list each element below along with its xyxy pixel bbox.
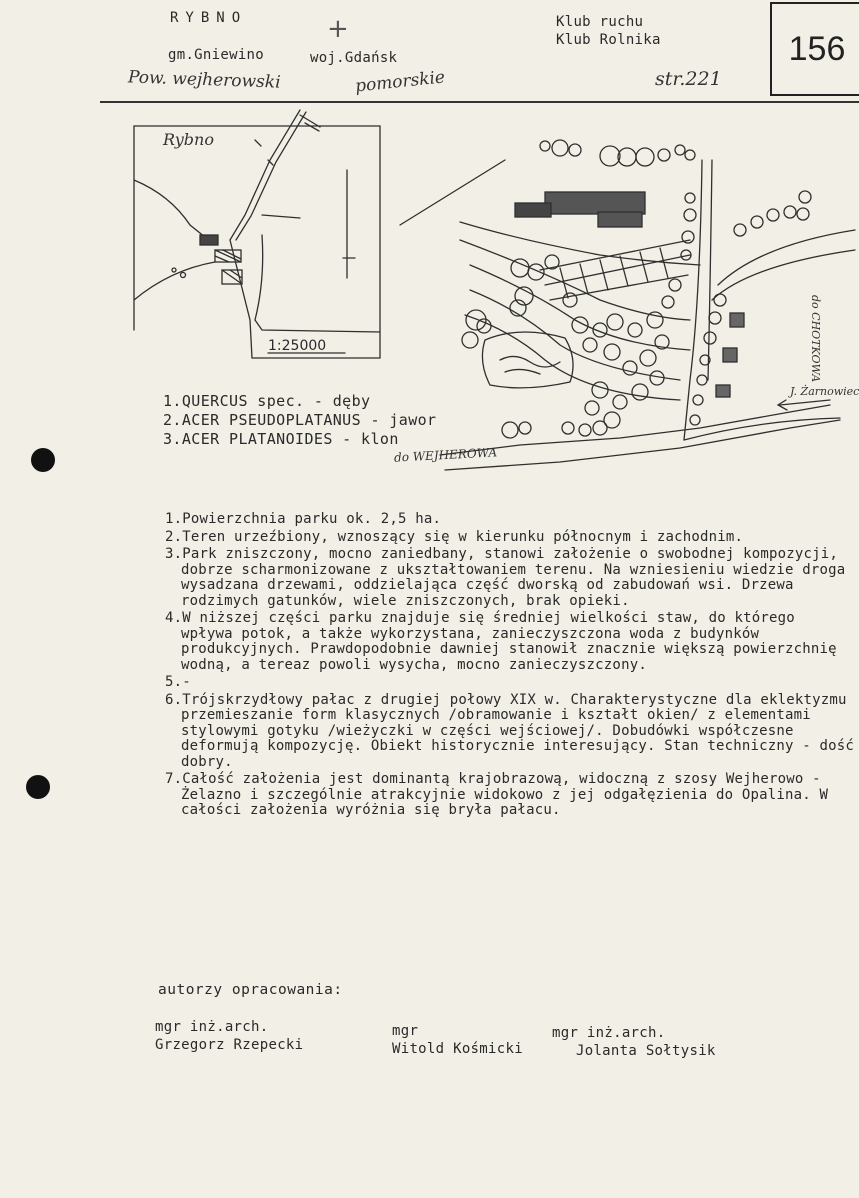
author-title: mgr	[392, 1023, 419, 1039]
club-line-1: Klub ruchu	[556, 14, 644, 30]
inset-place-label: Rybno	[163, 130, 214, 149]
note-item: 6.Trójskrzydłowy pałac z drugiej połowy XIX w. Charakterystyczne dla eklektyzmu przemieszanie form klasycznych /obramowanie i kształt okien/ z elementami stylowymi gotyku /wieżyczki w części wejściowej/. Dobudówki współczesne deformują kompozycję. Obiekt historycznie interesujący. Stan techniczny - dość dobry.	[165, 691, 855, 770]
direction-chotkowo: do CHOTKOWA	[809, 295, 822, 383]
map-scale-label: 1:25000	[268, 338, 327, 354]
note-item: 7.Całość założenia jest dominantą krajobrazową, widoczną z szosy Wejherowo - Żelazno i szczególnie atrakcyjnie widokowo z jej odgałęzienia do Opalina. W całości założenia wyróżnia się bryła pałacu.	[165, 771, 829, 818]
note-item: 3.Park zniszczony, mocno zaniedbany, stanowi założenie o swobodnej kompozycji, dobrze scharmonizowane z ukształtowaniem terenu. Na wzniesieniu wiedzie droga wysadzana drzewami, oddzielająca część dworską od zabudowań wsi. Drzewa rodzimych gatunków, wiele zniszczonych, brak opieki.	[165, 546, 846, 609]
authors-heading: autorzy opracowania:	[158, 982, 343, 998]
note-item: 5.-	[165, 674, 191, 690]
note-item: 4.W niższej części parku znajduje się średniej wielkości staw, do którego wpływa potok, a także wykorzystana, zanieczyszczona woda z budynków produkcyjnych. Prawdopodobnie dawniej stanowił znacznie większą powierzchnię wodną, a tereaz powoli wysycha, mocno zanieczyszczony.	[165, 610, 837, 673]
district-handwritten: Pow. wejherowski	[127, 67, 281, 93]
author-name: Jolanta Sołtysik	[576, 1043, 716, 1059]
author-title: mgr inż.arch.	[552, 1025, 666, 1041]
page-number: 156	[770, 2, 859, 96]
region-handwritten: pomorskie	[354, 67, 446, 97]
author-name: Grzegorz Rzepecki	[155, 1037, 304, 1053]
commune: gm.Gniewino	[168, 47, 265, 63]
author-name: Witold Kośmicki	[392, 1041, 523, 1057]
species-legend	[163, 392, 437, 449]
direction-wejherowo: do WEJHEROWA	[393, 445, 498, 465]
note-item: 2.Teren urzeźbiony, wznoszący się w kierunku północnym i zachodnim.	[165, 528, 744, 545]
direction-zarnowiec: J. Żarnowiec	[790, 385, 859, 398]
species-item: 1.QUERCUS spec. - dęby	[163, 392, 371, 410]
club-line-2: Klub Rolnika	[556, 32, 661, 48]
note-item: 1.Powierzchnia parku ok. 2,5 ha.	[165, 511, 442, 527]
cross-mark: +	[327, 14, 349, 44]
place-name: RYBNO	[170, 10, 248, 26]
page-reference-handwritten: str.221	[655, 68, 722, 90]
author-title: mgr inż.arch.	[155, 1019, 269, 1035]
species-item: 3.ACER PLATANOIDES - klon	[163, 430, 399, 448]
author-entry	[155, 1018, 303, 1054]
punch-hole-bottom	[26, 775, 50, 799]
description-notes	[165, 512, 855, 821]
species-item: 2.ACER PSEUDOPLATANUS - jawor	[163, 411, 437, 429]
voivodeship: woj.Gdańsk	[310, 50, 398, 66]
author-entry	[392, 1022, 523, 1058]
author-entry	[552, 1024, 716, 1060]
